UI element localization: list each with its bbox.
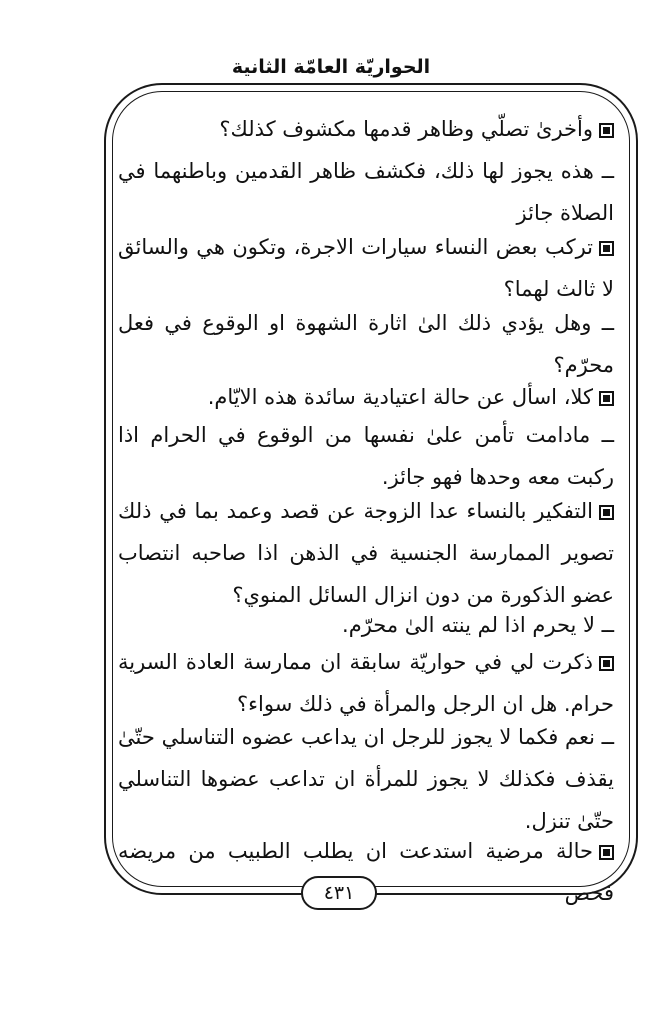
question-marker-icon	[599, 241, 614, 256]
question-paragraph	[118, 490, 614, 616]
paragraph-text: ــ لا يحرم اذا لم ينته الىٰ محرّم.	[342, 613, 614, 637]
paragraph-text: ــ نعم فكما لا يجوز للرجل ان يداعب عضوه التناسلي حتّىٰ يقذف فكذلك لا يجوز للمرأة ان تداعب عضوها التناسلي حتّىٰ تنزل.	[118, 725, 614, 833]
paragraph-text: تركب بعض النساء سيارات الاجرة، وتكون هي والسائق لا ثالث لهما؟	[118, 235, 614, 301]
paragraph-text: وأخرىٰ تصلّي وظاهر قدمها مكشوف كذلك؟	[219, 117, 593, 141]
paragraph-text: ذكرت لي في حواريّة سابقة ان ممارسة العادة السرية حرام. هل ان الرجل والمرأة في ذلك سواء؟	[118, 650, 614, 716]
paragraph-text: التفكير بالنساء عدا الزوجة عن قصد وعمد بما في ذلك تصوير الممارسة الجنسية في الذهن اذا صاحبه انتصاب عضو الذكورة من دون انزال السائل المنوي؟	[118, 499, 614, 607]
answer-paragraph	[118, 150, 614, 234]
question-paragraph	[118, 376, 614, 418]
question-paragraph	[118, 226, 614, 310]
question-marker-icon	[599, 123, 614, 138]
paragraph-text: ــ هذه يجوز لها ذلك، فكشف ظاهر القدمين وباطنهما في الصلاة جائز	[118, 159, 614, 225]
paragraph-text: ــ مادامت تأمن علىٰ نفسها من الوقوع في الحرام اذا ركبت معه وحدها فهو جائز.	[118, 423, 614, 489]
question-marker-icon	[599, 845, 614, 860]
answer-paragraph	[118, 716, 614, 842]
paragraph-text: كلا، اسأل عن حالة اعتيادية سائدة هذه الايّام.	[207, 385, 593, 409]
answer-paragraph	[118, 604, 614, 646]
answer-paragraph	[118, 414, 614, 498]
paragraph-text: ــ وهل يؤدي ذلك الىٰ اثارة الشهوة او الوقوع في فعل محرّم؟	[118, 311, 614, 377]
question-paragraph	[118, 108, 614, 150]
page-number: ٤٣١	[301, 876, 377, 910]
running-header: الحواريّة العامّة الثانية	[231, 56, 431, 78]
question-paragraph	[118, 641, 614, 725]
answer-paragraph	[118, 302, 614, 386]
question-marker-icon	[599, 391, 614, 406]
paragraph-text: حالة مرضية استدعت ان يطلب الطبيب من مريضه فحص	[118, 839, 614, 905]
question-marker-icon	[599, 656, 614, 671]
question-marker-icon	[599, 505, 614, 520]
